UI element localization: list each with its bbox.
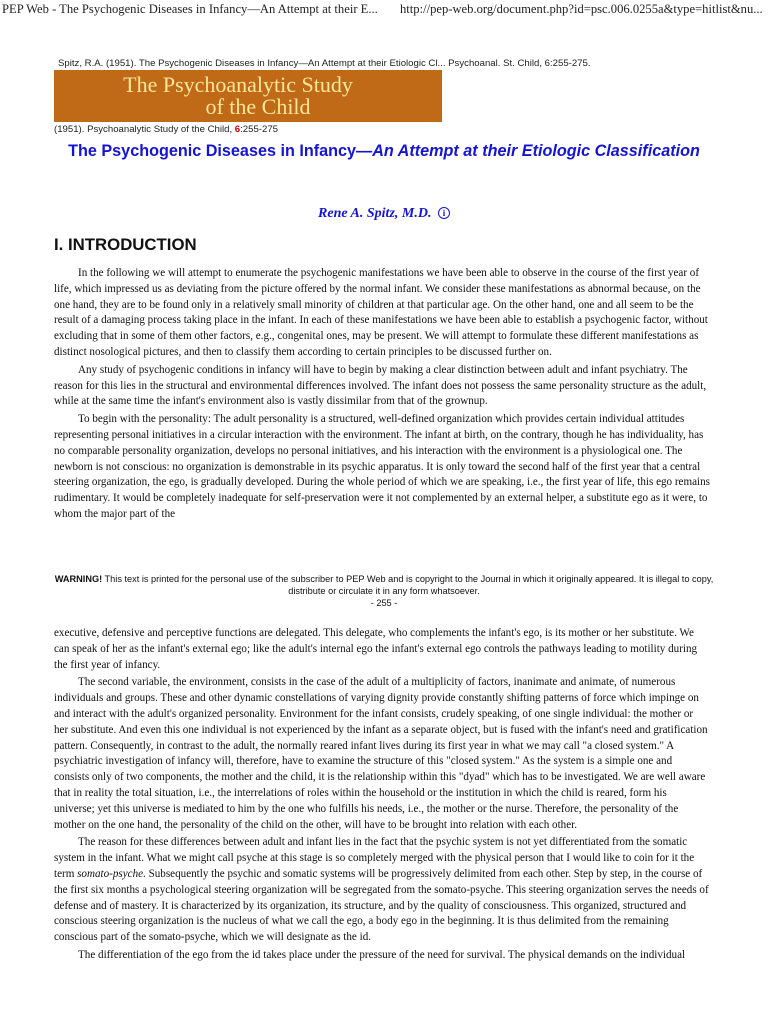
paragraph: The differentiation of the ego from the id takes place under the pressure of the need for survival. The physical demands on the individual <box>78 948 686 961</box>
copyright-warning <box>54 573 714 609</box>
paragraph: To begin with the personality: The adult personality is a structured, well-defined organization which provides certain individual attitudes representing personal initiatives in a circular interaction with the environment. The infant at birth, on the contrary, though he has individuality, has no comparable personality organization, develops no personal initiatives, and his interaction with the environment is a physiological one. The newborn is not conscious: no organization is demonstrable in its psychic apparatus. It is only toward the second half of the first year that a central steering organization, the ego, is gradually developed. During the whole period of which we are speaking, i.e., the first year of life, this ego remains rudimentary. It would be completely inadequate for self-preservation were it not complemented by an external helper, a substitute ego as it were, to whom the major part of the <box>54 413 710 520</box>
volume-number[interactable]: 6 <box>234 124 241 135</box>
paragraph: The second variable, the environment, consists in the case of the adult of a multiplicity of factors, inanimate and animate, of numerous individuals and groups. These and other dynamic constellations of varying dignity provide constantly shifting patterns of force which impinge on and interact with the adult's organized personality. Environment for the infant consists, crudely speaking, of one single individual: the mother or her substitute. And even this one individual is not experienced by the infant as a separate object, but is fused with the infant's need and gratification pattern. Consequently, in contrast to the adult, the normally reared infant lives during its first year in what we may call "a closed system." A psychiatric investigation of infancy will, therefore, have to examine the structure of this "closed system." As the system is a simple one and consists only of two components, the mother and the child, it is the relationship within this "dyad" which has to be investigated. We are well aware that in reality the total situation, i.e., the interrelations of roles within the household or the institution in which the child is reared, form his universe; yet this universe is mediated to him by the one who fulfills his needs, i.e., the mother or the nurse. Therefore, the personality of the mother on the one hand, the personality of the child on the other, will have to be brought into relation with each other. <box>54 676 708 831</box>
paragraph: Any study of psychogenic conditions in infancy will have to begin by making a clear distinction between adult and infant psychiatry. The reason for this lies in the structural and environmental differences involved. The infant does not possess the same personality structure as the adult, while at the same time the infant's environment also is vastly dissimilar from that of the grownup. <box>54 363 707 408</box>
term-somato-psyche: somato-psyche <box>77 867 144 880</box>
article-title <box>40 140 728 163</box>
journal-citation-prefix: (1951). Psychoanalytic Study of the Child, <box>54 124 235 135</box>
page-2-body <box>54 626 710 966</box>
paragraph <box>54 835 710 946</box>
warning-label: WARNING! <box>54 574 103 584</box>
author-line <box>0 206 768 222</box>
banner-line-1: The Psychoanalytic Study <box>123 72 353 97</box>
author-name[interactable]: Rene A. Spitz, M.D. <box>318 206 432 221</box>
banner-line-2: of the Child <box>205 94 311 119</box>
journal-banner <box>54 70 442 122</box>
journal-citation <box>54 124 278 135</box>
paragraph: executive, defensive and perceptive functions are delegated. This delegate, who complements the infant's ego, is its mother or her substitute. We can speak of her as the infant's external ego; like the adult's internal ego the infant's external ego controls the pathways leading to motility during the first year of infancy. <box>54 627 698 671</box>
page-number: - 255 - <box>370 598 398 608</box>
journal-citation-pages: :255-275 <box>240 124 278 135</box>
print-header-title: PEP Web - The Psychogenic Diseases in Infancy—An Attempt at their E... <box>2 2 378 16</box>
section-heading: I. INTRODUCTION <box>54 235 197 254</box>
article-title-main: The Psychogenic Diseases in Infancy— <box>68 142 373 160</box>
citation-line: Spitz, R.A. (1951). The Psychogenic Diseases in Infancy—An Attempt at their Etiologic Cl... Psychoanal. St. Child, 6:255-275. <box>58 58 591 69</box>
print-header-url[interactable]: http://pep-web.org/document.php?id=psc.006.0255a&type=hitlist&nu... <box>400 2 763 16</box>
page-1-body <box>54 266 710 525</box>
info-icon[interactable]: i <box>438 207 450 219</box>
article-subtitle: An Attempt at their Etiologic Classification <box>372 142 700 160</box>
warning-text: This text is printed for the personal use of the subscriber to PEP Web and is copyright to the Journal in which it originally appeared. It is illegal to copy, distribute or circulate it in any form whatsoever. <box>102 574 714 596</box>
paragraph: In the following we will attempt to enumerate the psychogenic manifestations we have been able to observe in the course of the first year of life, which impressed us as deviating from the picture offered by the normal infant. We consider these manifestations as abnormal because, on the one hand, they are to be found only in a relatively small minority of children at that particular age. On the other hand, one and all seem to be the result of a damaging process taking place in the infant. In each of these manifestations we have been able to establish a psychogenic factor, without excluding that in some of them other factors, e.g., congenital ones, may be present. We will attempt to formulate these different manifestations as distinct nosological pictures, and then to classify them according to certain principles to be discussed further on. <box>54 267 708 358</box>
paragraph-text: . Subsequently the psychic and somatic systems will be progressively delimited from each other. Step by step, in the course of the first six months a psychological steering organization will be segregated from the somato-psyche. This steering organization serves the needs of defense and of mastery. It is characterized by its organization, its structure, and by the quality of consciousness. This organized, structured and conscious steering organization is the nucleus of what we call the ego, a body ego in the beginning. It is thus delimited from the remaining conscious part of the somato-psyche, which we will designate as the id. <box>54 867 709 944</box>
paragraph-text: The reason for these differences between adult and infant lies in the fact that the psychic system is not yet differentiated from the somatic system in the infant. What we might call psyche at this stage is so completely merged with the physical person that I would like to coin for it the term <box>54 836 695 880</box>
print-header <box>0 0 768 22</box>
